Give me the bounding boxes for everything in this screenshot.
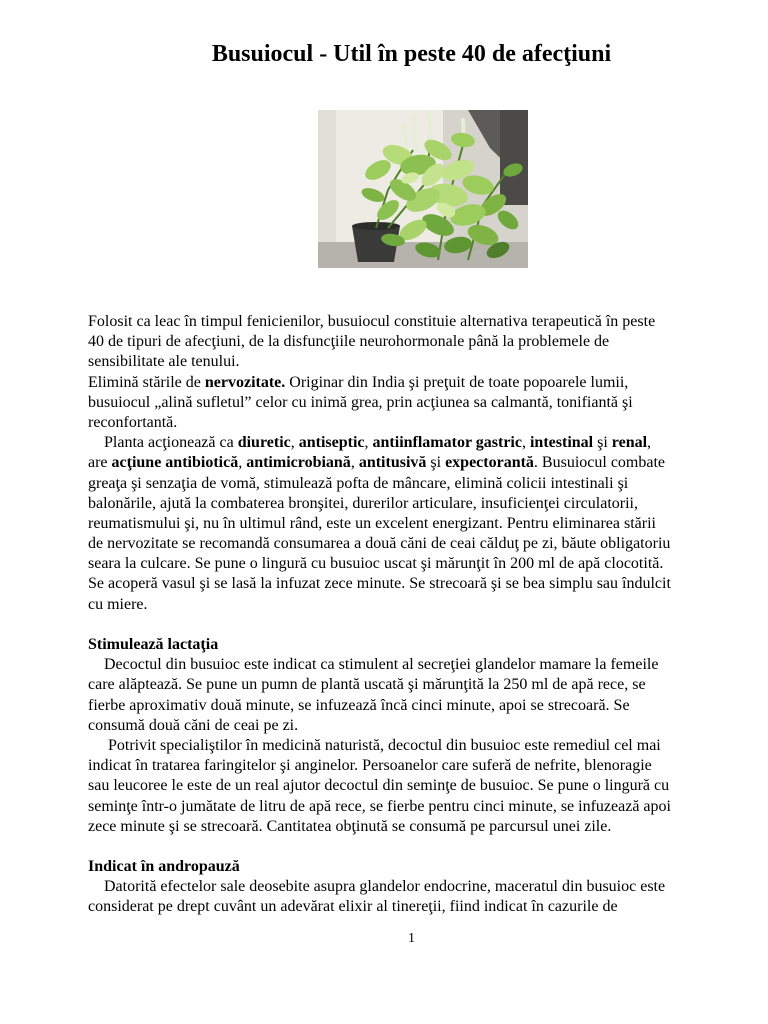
text-run: Potrivit specialiştilor în medicină naturistă, decoctul din busuioc este remediul cel mai: [88, 736, 661, 754]
text-run: busuiocul „alină sufletul” celor cu inimă grea, prin acţiunea sa calmantă, tonifiantă şi: [88, 393, 633, 411]
text-line: [88, 675, 748, 695]
text-run: care alăptează. Se pune un pumn de plantă uscată şi mărunţită la 250 ml de apă rece, se: [88, 676, 646, 694]
text-run: şi: [426, 454, 446, 472]
text-line: [88, 433, 748, 453]
text-line: [88, 655, 748, 675]
text-line: [88, 332, 748, 352]
blank-line: [88, 837, 748, 857]
text-run: greaţa şi senzaţia de vomă, stimulează pofta de mâncare, elimină colicii intestinali şi: [88, 474, 629, 492]
text-run: ,: [238, 454, 247, 472]
text-run: Decoctul din busuioc este indicat ca stimulent al secreţiei glandelor mamare la femeile: [88, 656, 659, 674]
text-line: [88, 474, 748, 494]
text-run: seminţe într-o jumătate de litru de apă rece, se fierbe pentru cinci minute, se infuzează apoi: [88, 797, 671, 815]
page-title: Busuiocul - Util în peste 40 de afecţiuni: [211, 41, 612, 67]
text-run: Originar din India şi preţuit de toate popoarele lumii,: [285, 373, 629, 391]
text-run: Folosit ca leac în timpul fenicienilor, busuiocul constituie alternativa terapeutică în peste: [88, 313, 656, 330]
text-line: [88, 413, 748, 433]
text-line: [88, 877, 748, 897]
bold-text: nervozitate.: [204, 373, 286, 391]
text-run: 40 de tipuri de afecţiuni, de la disfuncţiile neurohormonale până la problemele de: [88, 333, 610, 351]
bold-text: renal: [611, 434, 648, 452]
bold-text: expectorantă: [445, 454, 534, 472]
text-run: sensibilitate ale tenului.: [88, 353, 240, 371]
text-line: [88, 554, 748, 574]
page-number: 1: [408, 931, 415, 946]
text-run: ,: [290, 434, 299, 452]
text-line: [88, 574, 748, 594]
text-line: [88, 534, 748, 554]
text-run: reconfortantă.: [88, 413, 178, 431]
text-line: [88, 373, 748, 393]
text-line: [88, 736, 748, 756]
bold-text: antiseptic: [298, 434, 365, 452]
text-run: cu miere.: [88, 595, 148, 613]
bold-text: antitusivă: [358, 454, 427, 472]
text-run: Planta acţionează ca: [88, 434, 238, 452]
text-line: [88, 514, 748, 534]
text-line: [88, 696, 748, 716]
bold-text: antiinflamator gastric: [372, 434, 522, 452]
basil-plant-photo: [318, 110, 528, 268]
section-heading: [88, 635, 748, 655]
text-line: [88, 797, 748, 817]
bold-text: diuretic: [237, 434, 291, 452]
bold-text: Indicat în andropauză: [88, 858, 240, 876]
document-body: [88, 312, 748, 918]
text-line: [88, 352, 748, 372]
text-line: [88, 595, 748, 615]
text-line: [88, 897, 748, 917]
bold-text: intestinal: [529, 434, 594, 452]
text-run: consumă două căni de ceai pe zi.: [88, 716, 299, 734]
text-run: ,: [364, 434, 373, 452]
text-run: Datorită efectelor sale deosebite asupra glandelor endocrine, maceratul din busuioc este: [88, 878, 666, 896]
text-run: seara la culcare. Se pune o lingură cu busuioc uscat şi mărunţit în 200 ml de apă clocotită.: [88, 555, 664, 573]
bold-text: Stimulează lactaţia: [88, 636, 219, 653]
bold-text: antimicrobiană: [246, 454, 351, 472]
text-line: [88, 453, 748, 473]
text-run: . Busuiocul combate: [533, 454, 666, 472]
text-run: sau leucoree le este de un real ajutor decoctul din seminţe de busuioc. Se pune o lingură cu: [88, 777, 670, 795]
section-heading: [88, 857, 748, 877]
text-line: [88, 393, 748, 413]
bold-text: acţiune antibiotică: [111, 454, 239, 472]
text-run: ,: [647, 434, 652, 452]
text-run: reumatismului şi, nu în ultimul rând, este un excelent energizant. Pentru eliminarea stării: [88, 514, 656, 532]
text-line: [88, 817, 748, 837]
text-line: [88, 716, 748, 736]
text-run: are: [88, 454, 112, 472]
text-run: indicat în tratarea faringitelor şi anginelor. Persoanelor care suferă de nefrite, blenoragie: [88, 757, 652, 775]
text-line: [88, 494, 748, 514]
text-line: [88, 776, 748, 796]
text-run: considerat pe drept cuvânt un adevărat elixir al tinereţii, fiind indicat în cazurile de: [88, 898, 618, 916]
text-run: ,: [350, 454, 359, 472]
basil-plant-image: [318, 110, 528, 268]
text-run: Se acoperă vasul şi se lasă la infuzat zece minute. Se strecoară şi se bea simplu sau îndulcit: [88, 575, 671, 593]
text-run: balonările, ajută la combaterea bronşitei, durerilor articulare, insuficienţei circulatorii,: [88, 494, 638, 512]
text-run: zece minute şi se strecoară. Cantitatea obţinută se consumă pe parcursul unei zile.: [88, 817, 612, 835]
text-run: fierbe aproximativ două minute, se infuzează încă cinci minute, apoi se strecoară. Se: [88, 696, 630, 714]
text-run: de nervozitate se recomandă consumarea a două căni de ceai călduţ pe zi, băute obligatoriu: [88, 535, 671, 553]
text-line: [88, 312, 748, 332]
blank-line: [88, 615, 748, 635]
text-line: [88, 756, 748, 776]
text-run: ,: [521, 434, 530, 452]
text-run: şi: [593, 434, 612, 452]
text-run: Elimină stările de: [88, 373, 205, 391]
